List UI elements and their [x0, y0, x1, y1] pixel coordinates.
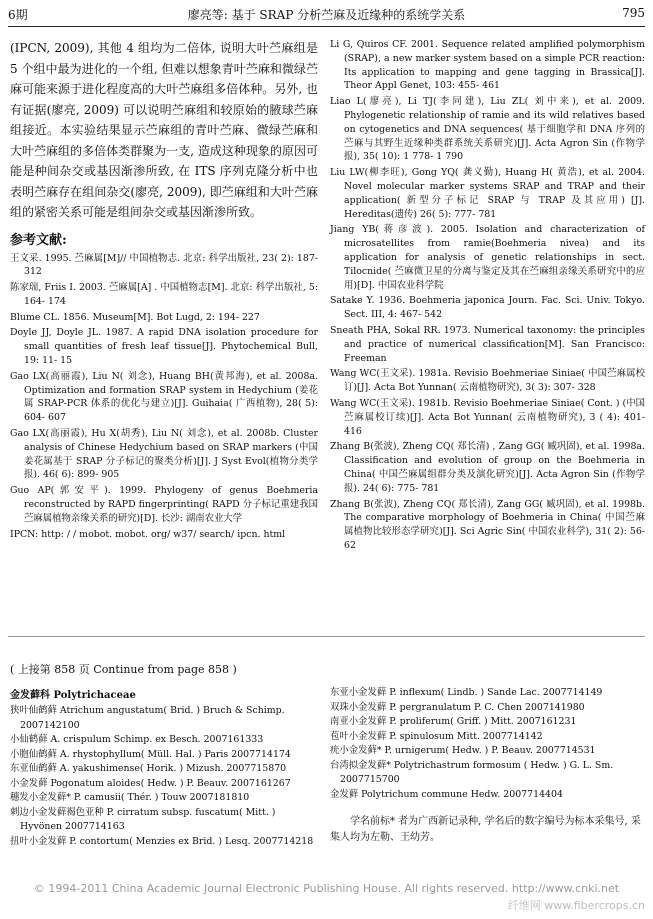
- reference-item: Wang WC(王文采). 1981a. Revisio Boehmeriae Siniae( 中国苎麻属校订)[J]. Acta Bot Yunnan( 云南植物研究), 3( 3): 307- 328: [330, 368, 645, 394]
- body-paragraph: (IPCN, 2009), 其他 4 组均为二倍体, 说明大叶苎麻组是 5 个组中最为进化的一个组, 但难以想象青叶苎麻和微绿苎麻可能来源于进化程度高的大叶苎麻组多倍体种。另外, 也有证据(廖亮, 2009) 可以说明苎麻组和较原始的腋球苎麻组接近。本实验结果显示苎麻组的青叶苎麻、微绿苎麻和大叶苎麻组的多倍体类群聚为一支, 造成这种现象的原因可能是种间杂交或基因渐渗所致, 在 ITS 序列克隆分析中也表明苎麻存在组间杂交(廖亮, 2009), 即苎麻组和大叶苎麻组的紧密关系可能是组间杂交或基因渐渗所致。: [10, 41, 318, 219]
- watermark: 纤维网 www.fibercrops.cn: [507, 899, 645, 912]
- reference-item: Gao LX(高丽霞), Hu X(胡秀), Liu N( 刘念), et al. 2008b. Cluster analysis of Chinese Hedychium based on SRAP markers (中国姜花属基于 SRAP 分子标记的聚类分析)[J]. J Syst Evol(植物分类学报). 46( 6): 899- 905: [10, 428, 318, 481]
- reference-item: 王文采. 1995. 苎麻属[M]// 中国植物志. 北京: 科学出版社, 23( 2): 187- 312: [10, 252, 318, 278]
- reference-item: Wang WC(王文采). 1981b. Revisio Boehmeriae Siniae( Cont. ) (中国苎麻属校订续)[J]. Acta Bot Yunnan( 云南植物研究), 3 ( 4): 401- 416: [330, 397, 645, 437]
- species-column-left: [10, 686, 318, 849]
- references-list-right: [330, 38, 645, 553]
- section-divider: [8, 636, 645, 637]
- species-entry: 南亚小金发藓 P. proliferum( Griff. ) Mitt. 2007161231: [330, 716, 577, 727]
- reference-item: Sneath PHA, Sokal RR. 1973. Numerical taxonomy: the principles and practice of numerical classification[M]. San Francisco: Freeman: [330, 324, 645, 364]
- species-entry: 东亚小金发藓 P. inflexum( Lindb. ) Sande Lac. 2007714149: [330, 687, 603, 698]
- reference-item: 陈家瑞, Friis I. 2003. 苎麻属[A] . 中国植物志[M]. 北京: 科学出版社, 5: 164- 174: [10, 282, 318, 307]
- reference-item: Guo AP(郭安平). 1999. Phylogeny of genus Boehmeria reconstructed by RAPD fingerprinting( RAPD 分子标记重建我国苎麻属植物亲缘关系的研究)[D]. 长沙: 湖南农业大学: [10, 485, 318, 524]
- running-title: 廖亮等: 基于 SRAP 分析苎麻及近缘种的系统学关系: [187, 8, 466, 22]
- references-heading: 参考文献:: [10, 232, 67, 248]
- species-entry: 金发藓 Polytrichum commune Hedw. 2007714404: [330, 788, 563, 800]
- species-entry: 小胞仙鹤藓 A. rhystophyllum( Müll. Hal. ) Paris 2007714174: [10, 748, 291, 760]
- species-list-right: [330, 686, 645, 802]
- species-entry: 小仙鹤藓 A. crispulum Schimp. ex Besch. 2007161333: [10, 734, 264, 745]
- family-heading: 金发藓科 Polytrichaceae: [10, 690, 136, 701]
- running-header: [8, 6, 645, 26]
- species-entry: 疣小金发藓* P. urnigerum( Hedw. ) P. Beauv. 2007714531: [330, 745, 596, 756]
- reference-item: Gao LX(高丽霞), Liu N( 刘念), Huang BH(黄邦海), et al. 2008a. Optimization and formation SRAP system in Hedychium (姜花属 SRAP-PCR 体系的优化与建立)[J]. Guihaia( 广西植物), 28( 5): 604- 607: [10, 370, 318, 424]
- reference-item: Doyle JJ, Doyle JL. 1987. A rapid DNA isolation procedure for small quantities of fresh leaf tissue[J]. Phytochemical Bull, 19: 11- 15: [10, 327, 318, 367]
- species-entry: 台湾拟金发藓* Polytrichastrum formosum ( Hedw. ) G. L. Sm. 2007715700: [330, 759, 614, 785]
- right-column: [330, 38, 645, 555]
- header-rule: [8, 26, 645, 27]
- copyright-line: © 1994-2011 China Academic Journal Electronic Publishing House. All rights reserved. http://www.cnki.net: [33, 882, 620, 895]
- species-entry: 双珠小金发藓 P. pergranulatum P. C. Chen 2007141980: [330, 701, 585, 713]
- species-footnote: 学名前标* 者为广西新记录种, 学名后的数字编号为标本采集号, 采集人均为左勒、王幼芳。: [330, 816, 641, 843]
- page-number: 795: [622, 6, 645, 20]
- reference-item: Zhang B(张波), Zheng CQ( 郑长清), Zang GG( 臧巩固), et al. 1998b. The comparative morphology of Boehmeria in China( 中国苎麻属植物比较形态学研究)[J]. Sci Agric Sin( 中国农业科学), 31( 2): 56- 62: [330, 498, 645, 551]
- reference-item: Li G, Quiros CF. 2001. Sequence related amplified polymorphism (SRAP), a new marker system based on a simple PCR reaction: Its application to mapping and gene tagging in Brassica[J]. Theor Appl Genet, 103: 455- 461: [330, 39, 645, 92]
- species-entry: 刺边小金发藓褐色亚种 P. cirratum subsp. fuscatum( Mitt. ) Hyvönen 2007714163: [10, 806, 276, 832]
- reference-item: IPCN: http: / / mobot. mobot. org/ w37/ search/ ipcn. html: [10, 528, 286, 540]
- issue-number: 6期: [8, 8, 28, 22]
- species-entry: 扭叶小金发藓 P. contortum( Menzies ex Brid. ) Lesq. 2007714218: [10, 835, 314, 847]
- species-entry: 东亚仙鹤藓 A. yakushimense( Horik. ) Mizush. 2007715870: [10, 763, 287, 774]
- reference-item: Jiang YB(蒋彦波). 2005. Isolation and characterization of microsatellites from ramie(Boehmeria nivea) and its application for analysis of genetic relationships in sect. Tilocnide( 苎麻微卫星的分离与鉴定及其在苎麻组亲缘关系研究中的应用)[D]. 中国农业科学院: [330, 224, 645, 291]
- references-list-left: [10, 252, 318, 542]
- left-column: [10, 38, 318, 543]
- reference-item: Blume CL. 1856. Museum[M]. Bot Lugd, 2: 194- 227: [10, 311, 260, 323]
- species-entry: 苞叶小金发藓 P. spinulosum Mitt. 2007714142: [330, 730, 543, 742]
- reference-item: Satake Y. 1936. Boehmeria japonica Journ. Fac. Sci. Univ. Tokyo. Sect. III, 4: 467- 542: [330, 295, 645, 321]
- species-entry: 小金发藓 Pogonatum aloides( Hedw. ) P. Beauv. 2007161267: [10, 777, 291, 789]
- reference-item: Liao L(廖亮), Li TJ(李同建), Liu ZL( 刘中来), et al. 2009. Phylogenetic relationship of ramie and its wild relatives based on cytogenetics and DNA sequences( 基于细胞学和 DNA 序列的苎麻与其野生近缘种类群系统关系研究)[J]. Acta Agron Sin (作物学报), 35( 10): 1 778- 1 790: [330, 96, 645, 163]
- species-entry: 穗发小金发藓* P. camusii( Thér. ) Touw 2007181810: [10, 792, 250, 803]
- reference-item: Liu LW(柳李旺), Gong YQ( 龚义勤), Huang H( 黄浩), et al. 2004. Novel molecular marker systems SRAP and TRAP and their application( 新型分子标记 SRAP 与 TRAP 及其应用) [J]. Hereditas(遗传) 26( 5): 777- 781: [330, 167, 645, 220]
- species-list-left: [10, 704, 318, 849]
- species-entry: 狭叶仙鹤藓 Atrichum angustatum( Brid. ) Bruch & Schimp. 2007142100: [10, 705, 285, 731]
- reference-item: Zhang B(张波), Zheng CQ( 郑长清) , Zang GG( 臧巩固), et al. 1998a. Classification and evolution of group on the Boehmeria in China( 中国苎麻属组群分类及演化研究)[J]. Acta Agron Sin (作物学报). 24( 6): 775- 781: [330, 441, 645, 494]
- species-column-right: [330, 686, 645, 846]
- continuation-note: ( 上接第 858 页 Continue from page 858 ): [10, 663, 237, 676]
